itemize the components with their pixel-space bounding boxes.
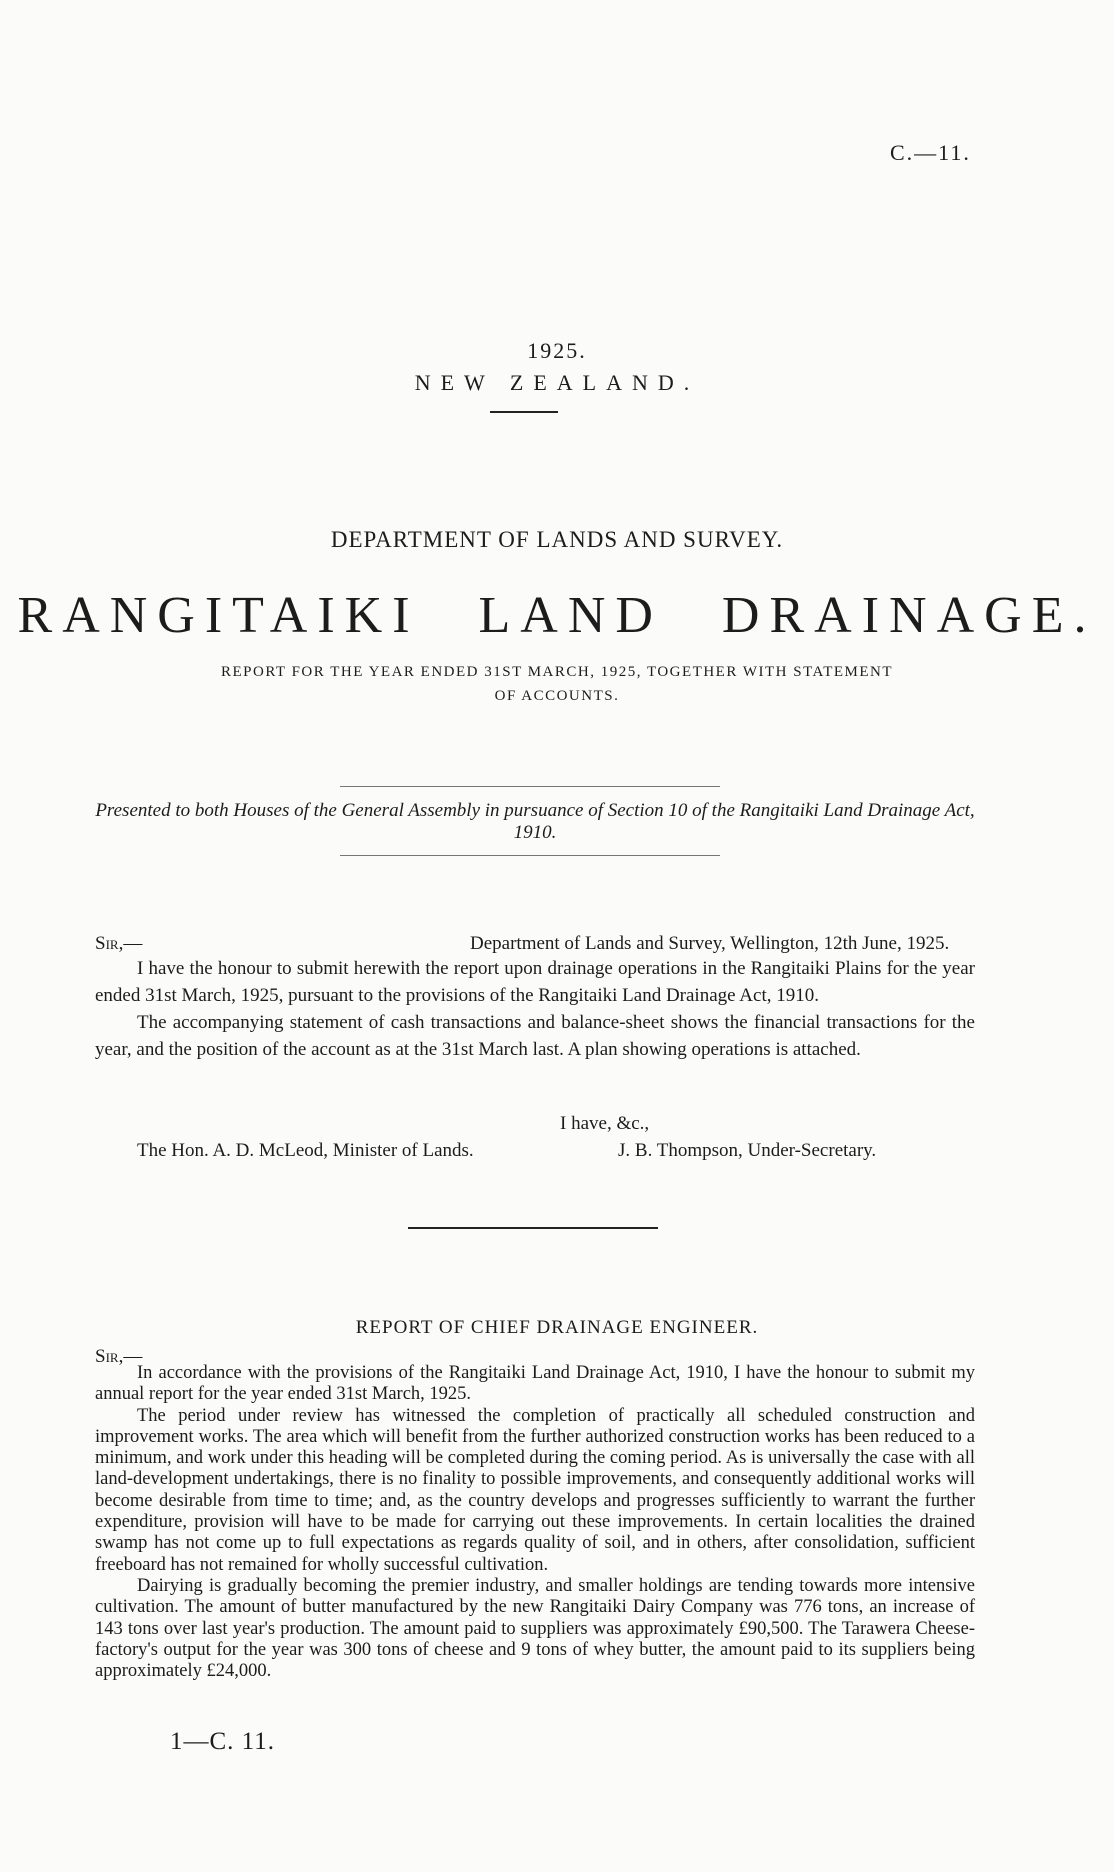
- divider-short: [490, 411, 558, 413]
- presentation-note: Presented to both Houses of the General Assembly in pursuance of Section 10 of the Rangitaiki Land Drainage Act, 1910.: [95, 800, 975, 843]
- letter-paragraph: The accompanying statement of cash transactions and balance-sheet shows the financial transactions for the year, and the position of the account as at the 31st March last. A plan showing operations is attached.: [95, 1012, 975, 1060]
- letter-body: [95, 955, 975, 1063]
- report-heading: REPORT OF CHIEF DRAINAGE ENGINEER.: [355, 1317, 759, 1338]
- report-salutation: Sir,—: [95, 1346, 143, 1367]
- page-footer-reference: 1—C. 11.: [170, 1728, 275, 1755]
- country-heading: NEW ZEALAND.: [414, 370, 700, 395]
- report-year: 1925.: [527, 338, 587, 363]
- document-title: RANGITAIKI LAND DRAINAGE.: [17, 587, 1097, 644]
- department-heading: DEPARTMENT OF LANDS AND SURVEY.: [330, 527, 784, 552]
- divider-section: [408, 1227, 658, 1229]
- report-body: [95, 1363, 975, 1682]
- subtitle-line-1: REPORT FOR THE YEAR ENDED 31ST MARCH, 1925, TOGETHER WITH STATEMENT: [220, 664, 894, 680]
- report-paragraph: In accordance with the provisions of the Rangitaiki Land Drainage Act, 1910, I have the honour to submit my annual report for the year ended 31st March, 1925.: [95, 1363, 975, 1405]
- report-paragraph: The period under review has witnessed the completion of practically all scheduled construction and improvement works. The area which will benefit from the further authorized construction works has been reduced to a minimum, and work under this heading will be completed during the coming period. As is universally the case with all land-development undertakings, there is no finality to possible improvements, and consequently additional works will become desirable from time to time; and, as the country develops and progresses sufficiently to warrant the further expenditure, provision will have to be made for carrying out these improvements. In certain localities the drained swamp has not come up to full expectations as regards quality of soil, and in others, after consolidation, sufficient freeboard has not remained for wholly successful cultivation.: [95, 1405, 975, 1575]
- letter-salutation: Sir,—: [95, 933, 143, 954]
- document-subtitle: [0, 660, 1114, 708]
- subtitle-line-2: OF ACCOUNTS.: [494, 688, 620, 704]
- divider-thin-bottom: [340, 855, 720, 856]
- divider-thin-top: [340, 786, 720, 787]
- letter-signatory: J. B. Thompson, Under-Secretary.: [618, 1140, 877, 1161]
- letter-paragraph: I have the honour to submit herewith the report upon drainage operations in the Rangitaiki Plains for the year ended 31st March, 1925, pursuant to the provisions of the Rangitaiki Land Drainage Act, 1910.: [95, 958, 975, 1006]
- letter-closing: I have, &c.,: [560, 1113, 650, 1134]
- letter-addressee: The Hon. A. D. McLeod, Minister of Lands.: [137, 1140, 474, 1161]
- report-paragraph: Dairying is gradually becoming the premier industry, and smaller holdings are tending towards more intensive cultivation. The amount of butter manufactured by the new Rangitaiki Dairy Company was 776 tons, an increase of 143 tons over last year's production. The amount paid to suppliers was approximately £90,500. The Tarawera Cheese-factory's output for the year was 300 tons of cheese and 9 tons of whey butter, the amount paid to its suppliers being approximately £24,000.: [95, 1575, 975, 1682]
- letter-dateline: Department of Lands and Survey, Wellington, 12th June, 1925.: [470, 933, 950, 954]
- document-reference: C.—11.: [890, 140, 971, 165]
